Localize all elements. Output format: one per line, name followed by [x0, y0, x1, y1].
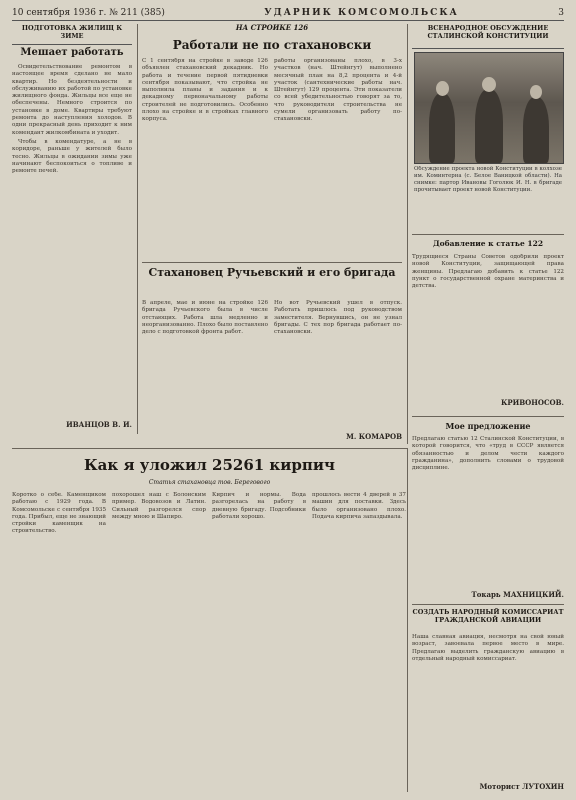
- kak-col-2: похорошел наш с Болонским пример. Водовозов и Латин. Сильный разгорелся спор между мною и Шапиро.: [112, 492, 206, 520]
- left-paragraph-2: Чтобы в комендатуре, а не в коридоре, раньше у жителей было тесно. Жильцы в ожидании зимы уже начинают беспокоиться о топливе и ремонте печей.: [12, 138, 132, 175]
- column-rule: [137, 24, 138, 434]
- center-col-1: С 1 сентября на стройке в заводе 126 объявлен стахановский декадник. Но работа и течение первой пятидневки сентября показывают, что стройка не выполнила планы и задания и к декадному первоначальному работы строителей не подготовились. Особенно плохо на стройке и в стройках главного корпуса.: [142, 58, 268, 123]
- left-paragraph-1: Освидетельствование ремонтом в настоящее время сделано не мало квартир. Но бездеятельности и обслуживанию их работой по установке жилищного фонда. Жильцы все еще не обеспечены. Немного строится по установке в доме. Квартиры требуют ремонта до наступления холодов. В одни прекрасный день приходит к ним комендант жилкомбината и уходит.: [12, 64, 132, 136]
- issue-date: 10 сентября 1936 г. № 211 (385): [12, 8, 165, 18]
- newspaper-page: [4, 2, 572, 798]
- kak-byline: Статья стахановца тов. Берегового: [148, 479, 271, 486]
- section-rule: [12, 448, 407, 449]
- stakhanovets-headline: Стахановец Ручьевский и его бригада: [148, 266, 396, 279]
- stakhanovets-col-1: В апреле, мае и июне на стройке 126 бригада Ручьевского была в числе отстающих. Работа шла медленно и неорганизованно. Плохо было поставлено дело с подготовкой фронта работ.: [142, 300, 268, 336]
- kak-col-1: Коротко о себе. Каменщиком работаю с 1929 года. В Комсомольске с сентября 1935 года. Прибыл, еще не знающий стройки каменщик на строительство.: [12, 492, 106, 535]
- moe-body: Предлагаю статью 12 Сталинской Конституции, в которой говорится, что «труд в СССР является обязанностью и делом чести каждого гражданина», дополнить словами о трудовой дисциплине.: [412, 436, 564, 472]
- left-signature: ИВАНЦОВ В. И.: [66, 420, 132, 429]
- center-col-2: работы организованы плохо, в 3-х участков (нач. Штейнгут) выполнено месячный план на 8,2 процента и 4-й участок (сантехнические работы нач. Штейнгут) 129 процента. Эти показатели со всей убедительностью говорят за то, что руководители строительства не сумели организовать работу по-стахановски.: [274, 58, 402, 123]
- column-rule: [407, 448, 408, 792]
- addendum-signature: КРИВОНОСОВ.: [501, 398, 564, 407]
- constitution-photo: [414, 52, 564, 164]
- left-kicker: ПОДГОТОВКА ЖИЛИЩ К ЗИМЕ: [12, 24, 132, 45]
- kak-headline: Как я уложил 25261 кирпич: [84, 456, 335, 474]
- addendum-body: Трудящиеся Страны Советов одобрили проект новой Конституции, защищающей права женщины. Предлагаю добавить к статье 122 пункт о государственной охране материнства и детства.: [412, 254, 564, 290]
- photo-caption: Обсуждение проекта новой Конституции в колхозе им. Коминтерна (с. Белое Ваницкой области). На снимке: партор Ивановы Гоголюк И. Н. в бригаде прочитывает проект новой Конституции.: [414, 166, 562, 193]
- left-article-body: [12, 64, 132, 414]
- center-headline: Работали не по стахановски: [172, 38, 372, 52]
- column-rule: [407, 24, 408, 444]
- masthead: [12, 6, 564, 21]
- right-kicker: ВСЕНАРОДНОЕ ОБСУЖДЕНИЕ СТАЛИНСКОЙ КОНСТИТУЦИИ: [412, 24, 564, 49]
- stakhanovets-signature: М. КОМАРОВ: [346, 432, 402, 441]
- aviation-signature: Моторист ЛУТОХИН: [479, 782, 564, 791]
- stakhanovets-col-2: Но вот Ручьевский ушел в отпуск. Работать пришлось под руководством заместителя. Вернувшись, он не узнал бригады. С тех пор бригада работает по-стахановски.: [274, 300, 402, 336]
- page-number: 3: [558, 8, 564, 18]
- center-kicker: НА СТРОЙКЕ 126: [235, 24, 309, 32]
- moe-signature: Токарь МАХНИЦКИЙ.: [471, 590, 564, 599]
- kak-col-3: Кирпич и нормы. Вода разгорелась на работу в дневную бригаду. Подсобники работали хорошо.: [212, 492, 306, 520]
- section-rule: [142, 262, 402, 263]
- section-rule: [412, 234, 564, 235]
- kak-col-4: прошлось вести 4 дверей в 37 машин для поставки. Здесь было организовано плохо. Подача кирпича запаздывала.: [312, 492, 406, 520]
- section-rule: [412, 416, 564, 417]
- left-headline: Мешает работать: [20, 47, 124, 58]
- aviation-headline: СОЗДАТЬ НАРОДНЫЙ КОМИССАРИАТ ГРАЖДАНСКОЙ АВИАЦИИ: [412, 608, 564, 624]
- aviation-body: Наша славная авиация, несмотря на свой юный возраст, завоевала первое место в мире. Предлагаю выделить гражданскую авиацию в отдельный народный комиссариат.: [412, 634, 564, 662]
- addendum-headline: Добавление к статье 122: [432, 239, 544, 248]
- newspaper-title: УДАРНИК КОМСОМОЛЬСКА: [264, 8, 459, 18]
- moe-headline: Мое предложение: [445, 421, 531, 431]
- section-rule: [412, 604, 564, 605]
